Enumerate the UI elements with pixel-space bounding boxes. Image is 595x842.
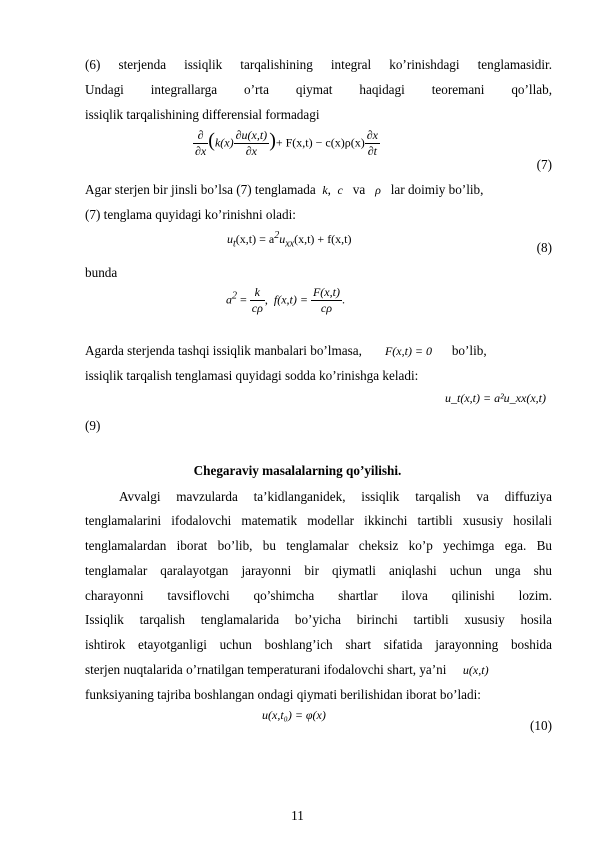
- paragraph-3-line-2: issiqlik tarqalish tenglamasi quyidagi sodda ko’rinishga keladi:: [85, 368, 419, 383]
- section-heading: Chegaraviy masalalarning qo’yilishi.: [193, 463, 402, 478]
- u-x-t-formula: u(x,t): [462, 663, 489, 677]
- equation-7: $\frac{\partial}{\partial x}$ (k(x) $\frac{\partial u(x,t)}{\partial x}$ )+ F(x,t) − c(x)ρ(x) $\frac{\partial x}{\partial t}$: [195, 128, 378, 158]
- equation-9-number: (9): [85, 418, 101, 433]
- paragraph-4-line-2: tenglamalarini ifodalovchi matematik modellar ikkinchi tartibli xususiy hosilali: [85, 513, 552, 528]
- page-number: 11: [291, 808, 304, 823]
- paragraph-1-line-2: Undagi integrallarga o’rta qiymat haqidagi teoremani qo’llab,: [85, 82, 552, 97]
- eq7-k: k(x): [214, 135, 234, 150]
- eq7-outer-derivative: $\frac{\partial}{\partial x}$: [195, 128, 207, 158]
- eq7-time-derivative: $\frac{\partial x}{\partial t}$: [366, 128, 378, 158]
- paragraph-2-line-2: (7) tenglama quyidagi ko’rinishni oladi:: [85, 207, 296, 222]
- paragraph-1-line-1: (6) sterjenda issiqlik tarqalishining integral ko’rinishdagi tenglamasidir.: [85, 57, 552, 72]
- paragraph-4-line-9: funksiyaning tajriba boshlangan ondagi qiymati berilishidan iborat bo’ladi:: [85, 687, 481, 702]
- paragraph-4-line-6: Issiqlik tarqalish tenglamalarida bo’yicha birinchi tartibli xususiy hosila: [85, 612, 552, 627]
- f-equals-zero-formula: F(x,t) = 0: [384, 344, 433, 358]
- paragraph-4-line-7: ishtirok etayotganligi uchun boshlang’ich shart sifatida jarayonning boshida: [85, 637, 552, 652]
- equation-9: u_t(x,t) = a²u_xx(x,t): [445, 391, 546, 405]
- paragraph-4-line-1: Avvalgi mavzularda ta’kidlanganidek, issiqlik tarqalish va diffuziya: [119, 489, 552, 504]
- equation-10: u(x,t₀) = φ(x): [262, 708, 326, 722]
- paragraph-2-line-1: Agar sterjen bir jinsli bo’lsa (7) tenglamada k, c va ρ lar doimiy bo’lib,: [85, 182, 484, 197]
- eq7-middle-terms: + F(x,t) − c(x)ρ(x): [275, 135, 365, 150]
- equation-10-number: (10): [530, 718, 552, 733]
- paragraph-4-line-3: tenglamalardan iborat bo’lib, bu tenglamalar cheksiz ko’p yechimga ega. Bu: [85, 538, 552, 553]
- paragraph-4-line-5: charayonni tavsiflovchi qo’shimcha shartlar ilova qilinishi lozim.: [85, 588, 552, 603]
- bunda-label: bunda: [85, 265, 118, 280]
- definitions-formula: $a^2$ = $\frac{k}{c\rho}$ , f(x,t) = $\frac{F(x,t)}{c\rho}$ .: [226, 285, 345, 315]
- paragraph-1-line-3: issiqlik tarqalishining differensial formadagi: [85, 107, 320, 122]
- equation-8: $u_t(x,t) = a^2u_{xx}(x,t) + f(x,t)$: [227, 230, 352, 250]
- equation-7-number: (7): [536, 157, 552, 172]
- equation-8-number: (8): [536, 240, 552, 255]
- paragraph-4-line-8: sterjen nuqtalarida o’rnatilgan temperaturani ifodalovchi shart, ya’ni u(x,t): [85, 662, 489, 677]
- paragraph-4-line-4: tenglamalar qaralayotgan jarayonni bir qiymatli aniqlashi uchun unga shu: [85, 563, 552, 578]
- paragraph-3-line-1: Agarda sterjenda tashqi issiqlik manbalari bo’lmasa, F(x,t) = 0 bo’lib,: [85, 343, 487, 358]
- eq7-inner-derivative: $\frac{\partial u(x,t)}{\partial x}$: [235, 128, 268, 158]
